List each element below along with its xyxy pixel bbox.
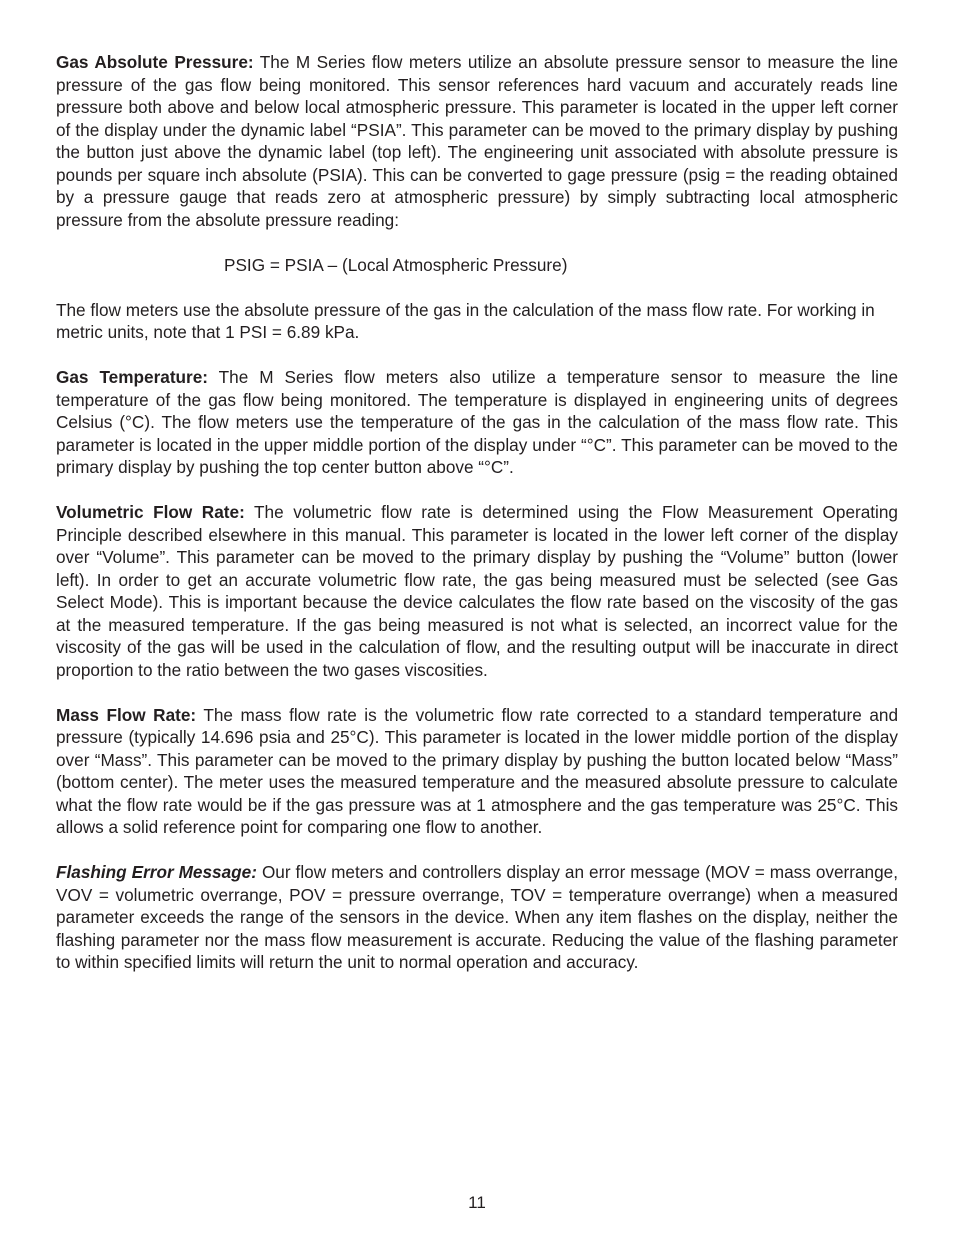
section-text: The M Series flow meters also utilize a temperature sensor to measure the line temperature of the gas flow being monitored. The temperature is displayed in engineering units of degrees Celsius (°C). The flow meters use the temperature of the gas in the calculation of the mass flow rate. This parameter is located in the upper middle portion of the display under “°C”. This parameter can be moved to the primary display by pushing the top center button above “°C”. xyxy=(56,367,899,477)
section-heading: Gas Temperature: xyxy=(56,367,209,387)
section-volumetric-flow-rate xyxy=(56,501,898,681)
pressure-formula: PSIG = PSIA – (Local Atmospheric Pressure) xyxy=(224,254,568,275)
section-mass-flow-rate xyxy=(56,704,898,839)
section-text: The M Series flow meters utilize an absolute pressure sensor to measure the line pressure of the gas flow being monitored. This sensor references hard vacuum and accurately reads line pressure both above and below local atmospheric pressure. This parameter is located in the upper left corner of the display under the dynamic label “PSIA”. This parameter can be moved to the primary display by pushing the button just above the dynamic label (top left). The engineering unit associated with absolute pressure is pounds per square inch absolute (PSIA). This can be converted to gage pressure (psig = the reading obtained by a pressure gauge that reads zero at atmospheric pressure) by simply subtracting local atmospheric pressure from the absolute pressure reading: xyxy=(56,52,898,230)
section-gas-temperature xyxy=(56,366,898,479)
page-number: 11 xyxy=(468,1193,486,1212)
section-heading: Gas Absolute Pressure: xyxy=(56,52,254,72)
section-text: The mass flow rate is the volumetric flow rate corrected to a standard temperature and pressure (typically 14.696 psia and 25°C). This parameter is located in the lower middle portion of the display over “Mass”. This parameter can be moved to the primary display by pushing the button located below “Mass” (bottom center). The meter uses the measured temperature and the measured absolute pressure to calculate what the flow rate would be if the gas pressure was at 1 atmosphere and the gas temperature was 25°C. This allows a solid reference point for comparing one flow to another. xyxy=(56,704,899,837)
section-text: The volumetric flow rate is determined using the Flow Measurement Operating Principle described elsewhere in this manual. This parameter is located in the lower left corner of the display over “Volume”. This parameter can be moved to the primary display by pushing the “Volume” button (lower left). In order to get an accurate volumetric flow rate, the gas being measured must be selected (see Gas Select Mode). This is important because the device calculates the flow rate based on the viscosity of the gas at the measured temperature. If the gas being measured is not what is selected, an incorrect value for the viscosity of the gas will be used in the calculation of flow, and the resulting output will be inaccurate in direct proportion to the ratio between the two gases viscosities. xyxy=(56,502,898,680)
section-heading: Mass Flow Rate: xyxy=(56,704,197,725)
document-body xyxy=(56,51,898,996)
section-text: Our flow meters and controllers display an error message (MOV = mass overrange, VOV = volumetric overrange, POV = pressure overrange, TOV = temperature overrange) when a measured parameter exceeds the range of the sensors in the device. When any item flashes on the display, neither the flashing parameter nor the mass flow measurement is accurate. Reducing the value of the flashing parameter to within specified limits will return the unit to normal operation and accuracy. xyxy=(56,862,898,972)
section-heading: Flashing Error Message: xyxy=(56,862,257,882)
metric-note: The flow meters use the absolute pressure of the gas in the calculation of the mass flow rate. For working in metric units, note that 1 PSI = 6.89 kPa. xyxy=(56,299,875,342)
section-gas-absolute-pressure xyxy=(56,51,898,231)
section-flashing-error-message xyxy=(56,861,898,974)
section-heading: Volumetric Flow Rate: xyxy=(56,502,245,522)
